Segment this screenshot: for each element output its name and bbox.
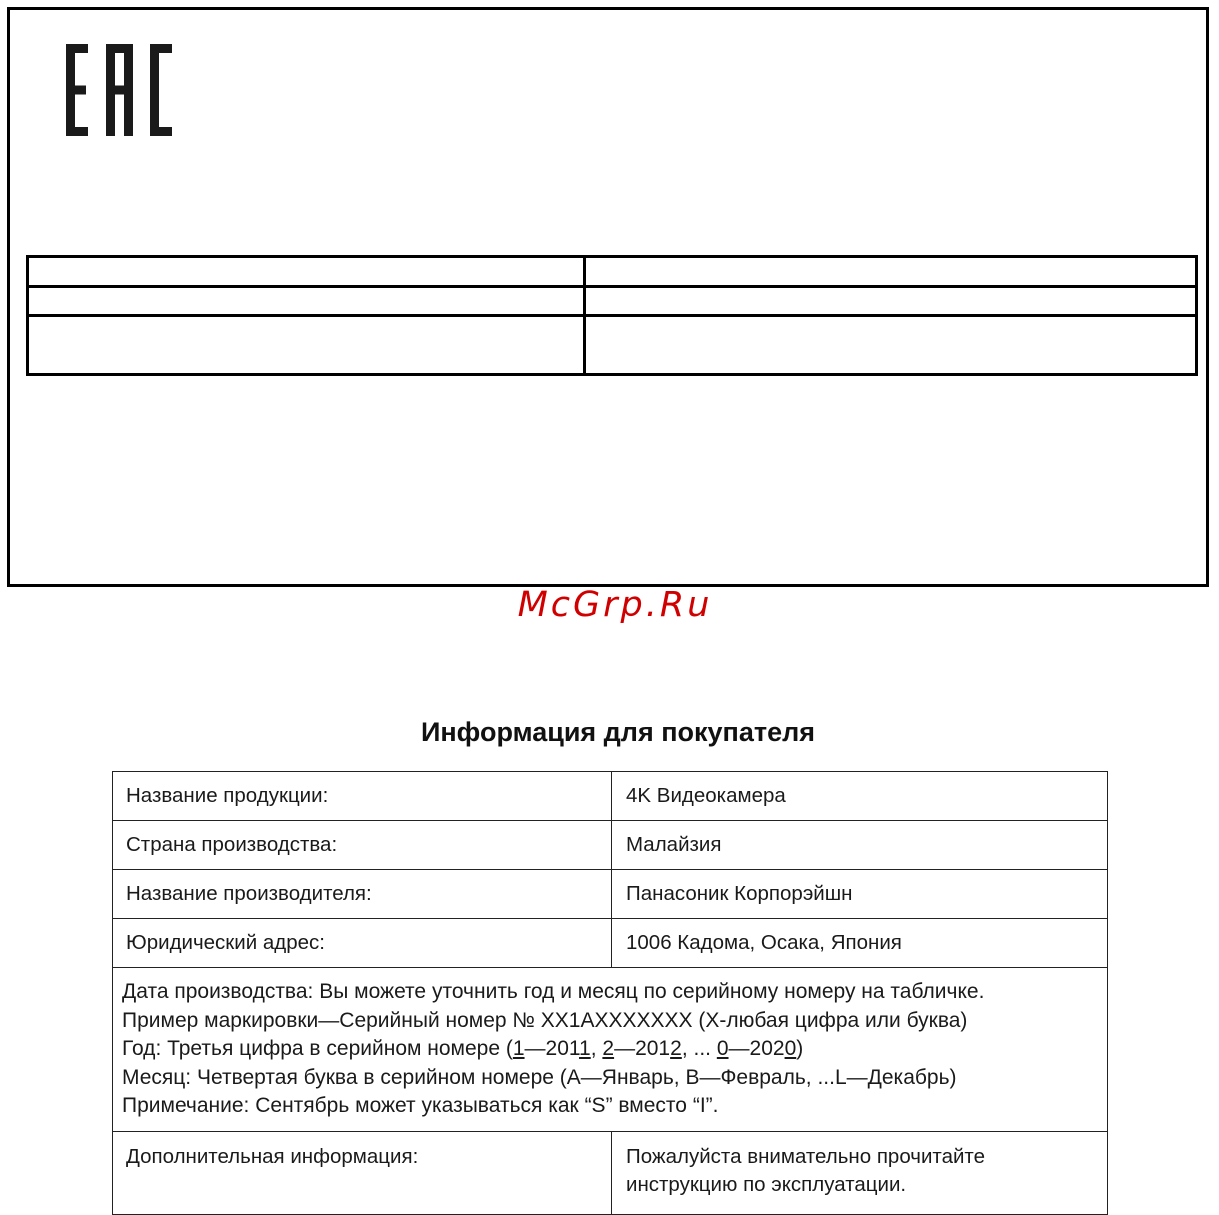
date-info-line: Пример маркировки—Серийный номер № XX1AXXXXXXX (X-любая цифра или буква) — [122, 1008, 968, 1032]
year-text: —201 — [524, 1037, 580, 1061]
address-label: Юридический адрес: — [113, 919, 612, 968]
year-digit: 2 — [602, 1037, 615, 1061]
year-text: —201 — [614, 1037, 671, 1061]
table-row — [113, 968, 1108, 1132]
production-date-info — [113, 968, 1108, 1132]
year-digit: 0 — [784, 1037, 797, 1061]
year-digit: 1 — [512, 1037, 525, 1061]
year-suffix: ) — [796, 1037, 804, 1061]
additional-info-value — [612, 1132, 1108, 1215]
additional-info-label: Дополнительная информация: — [113, 1132, 612, 1215]
blank-cell — [28, 287, 585, 316]
year-text: , — [590, 1037, 603, 1061]
year-digit: 1 — [579, 1037, 591, 1061]
blank-cell — [585, 257, 1197, 287]
country-value: Малайзия — [612, 821, 1108, 870]
date-info-line — [122, 1035, 1098, 1064]
table-row — [113, 919, 1108, 968]
date-info-line: Примечание: Сентябрь может указываться как “S” вместо “I”. — [122, 1094, 719, 1118]
product-name-value: 4K Видеокамера — [612, 772, 1108, 821]
address-value: 1006 Кадома, Осака, Япония — [612, 919, 1108, 968]
product-name-label: Название продукции: — [113, 772, 612, 821]
eac-label-box — [7, 7, 1209, 587]
eac-logo — [66, 44, 174, 136]
blank-cell — [585, 316, 1197, 375]
table-row — [113, 870, 1108, 919]
date-info-line: Месяц: Четвертая буква в серийном номере (A—Январь, B—Февраль, ...L—Декабрь) — [122, 1065, 957, 1089]
additional-info-line: Пожалуйста внимательно прочитайте — [626, 1145, 985, 1168]
blank-cell — [28, 257, 585, 287]
year-digit: 2 — [670, 1037, 682, 1061]
table-row — [113, 821, 1108, 870]
year-prefix: Год: Третья цифра в серийном номере ( — [122, 1037, 513, 1061]
manufacturer-value: Панасоник Корпорэйшн — [612, 870, 1108, 919]
country-label: Страна производства: — [113, 821, 612, 870]
year-text: —202 — [728, 1037, 785, 1061]
customer-info-table — [112, 771, 1108, 1215]
manufacturer-label: Название производителя: — [113, 870, 612, 919]
blank-cell — [585, 287, 1197, 316]
year-text: , ... — [681, 1037, 717, 1061]
table-row — [113, 772, 1108, 821]
additional-info-line: инструкцию по эксплуатации. — [626, 1173, 907, 1196]
blank-cell — [28, 316, 585, 375]
year-digit: 0 — [716, 1037, 729, 1061]
table-row — [113, 1132, 1108, 1215]
watermark: McGrp.Ru — [517, 585, 713, 625]
blank-info-table — [26, 255, 1198, 376]
date-info-line: Дата производства: Вы можете уточнить год и месяц по серийному номеру на табличке. — [122, 980, 985, 1004]
section-title: Информация для покупателя — [420, 717, 816, 747]
